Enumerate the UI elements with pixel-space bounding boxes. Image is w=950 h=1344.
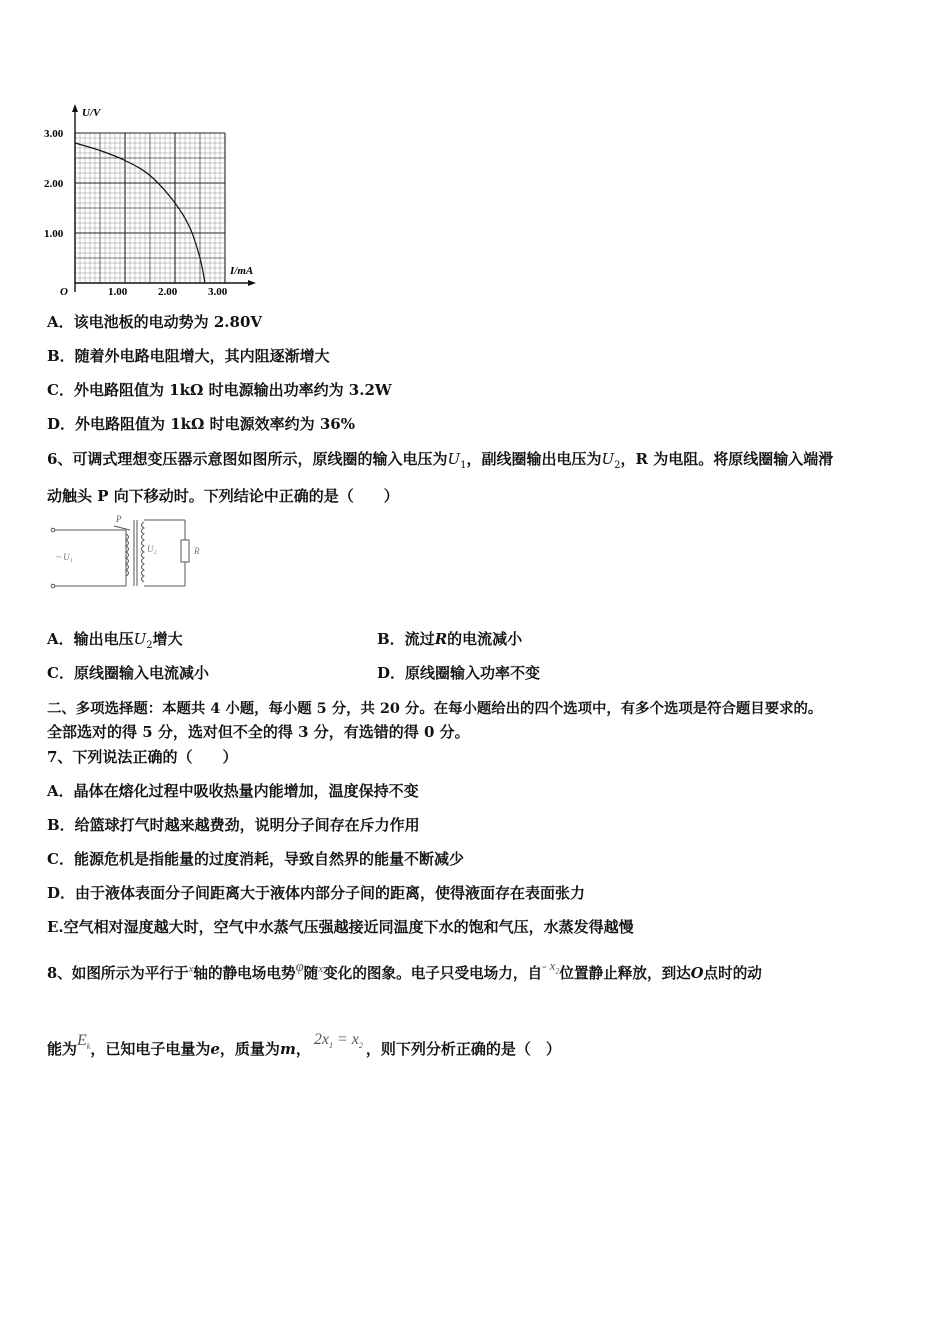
y-axis-arrow <box>72 104 78 112</box>
q6-option-c: C．原线圈输入电流减小 <box>47 664 209 682</box>
origin-label: O <box>60 286 68 298</box>
q7-stem: 7、下列说法正确的（ ） <box>47 748 238 766</box>
graph-grid <box>75 133 225 283</box>
q6-option-b: B．流过R的电流减小 <box>377 630 523 648</box>
output-voltage-label: U₂ <box>147 544 157 554</box>
y-axis-label: U/V <box>82 107 101 119</box>
q7-option-e: E.空气相对湿度越大时，空气中水蒸气压强越接近同温度下水的饱和气压，水蒸发得越慢 <box>47 918 634 936</box>
u-i-graph <box>40 100 265 300</box>
section-2-heading-line1: 二、多项选择题：本题共 4 小题，每小题 5 分，共 20 分。在每小题给出的四个选项中，有多个选项是符合题目要求的。 <box>47 700 823 717</box>
q6-option-a: A．输出电压$U_2$增大 <box>47 630 183 651</box>
q5-option-a: A．该电池板的电动势为 2.80V <box>47 313 263 331</box>
y-tick-label: 1.00 <box>44 228 64 240</box>
q5-option-c: C．外电路阻值为 1kΩ 时电源输出功率约为 3.2W <box>47 381 392 399</box>
q7-option-c: C．能源危机是指能量的过度消耗，导致自然界的能量不断减少 <box>47 850 464 868</box>
q6-option-d: D．原线圈输入功率不变 <box>377 664 541 682</box>
q5-option-b: B．随着外电路电阻增大，其内阻逐渐增大 <box>47 347 330 365</box>
q8-stem-line2: 能为$E_k$，已知电子电量为e，质量为m，$2x_1 = x_2$ ，则下列分析正确的是（ ） <box>47 1031 561 1058</box>
x-tick-label: 1.00 <box>108 286 128 298</box>
q8-stem-line1: 8、如图所示为平行于$^x$轴的静电场电势φ随$^x$变化的图象。电子只受电场力，自- $x_2$位置静止释放，到达O点时的动 <box>47 958 762 982</box>
x-axis-label: I/mA <box>230 265 254 277</box>
slider-label-p: P <box>116 514 122 524</box>
x-tick-label: 3.00 <box>208 286 228 298</box>
q7-option-d: D．由于液体表面分子间距离大于液体内部分子间的距离，使得液面存在表面张力 <box>47 884 586 902</box>
x-tick-label: 2.00 <box>158 286 178 298</box>
section-2-heading-line2: 全部选对的得 5 分，选对但不全的得 3 分，有选错的得 0 分。 <box>47 723 470 741</box>
q7-option-b: B．给篮球打气时越来越费劲，说明分子间存在斥力作用 <box>47 816 420 834</box>
q6-stem-line2: 动触头 P 向下移动时。下列结论中正确的是（ ） <box>47 487 399 505</box>
transformer-circuit <box>44 512 214 592</box>
q6-stem-line1: 6、可调式理想变压器示意图如图所示，原线圈的输入电压为$U_1$，副线圈输出电压为$U_2$，R 为电阻。将原线圈输入端滑 <box>47 450 834 471</box>
q5-option-d: D．外电路阻值为 1kΩ 时电源效率约为 36% <box>47 415 355 433</box>
x-axis-arrow <box>248 280 256 286</box>
input-voltage-label: ~ U₁ <box>56 552 73 562</box>
resistor-label: R <box>194 546 200 556</box>
y-tick-label: 3.00 <box>44 128 64 140</box>
q7-option-a: A．晶体在熔化过程中吸收热量内能增加，温度保持不变 <box>47 782 419 800</box>
y-tick-label: 2.00 <box>44 178 64 190</box>
